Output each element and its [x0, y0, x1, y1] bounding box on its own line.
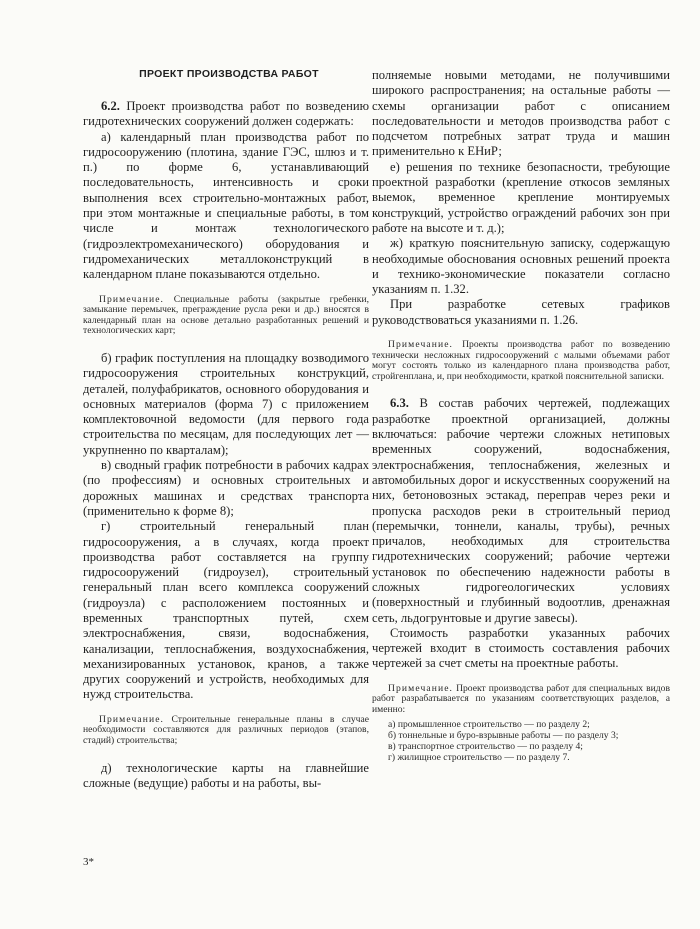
section-heading: ПРОЕКТ ПРОИЗВОДСТВА РАБОТ: [139, 68, 319, 80]
cost-paragraph: Стоимость разработки указанных рабочих чертежей входит в стоимость составления рабочих чертежей за счет сметы на проектные работы.: [372, 625, 670, 671]
clause-number-6-3: 6.3.: [390, 396, 409, 411]
paragraph-6-3: [372, 396, 670, 625]
item-d: д) технологические карты на главнейшие сложные (ведущие) работы и на работы, вы-: [83, 760, 369, 790]
note-3: [372, 340, 670, 382]
note-2-text: Строительные генеральные планы в случае необходимости составляются для различных периодов (этапов, стадий) строительства;: [83, 713, 369, 746]
note-4-item: г) жилищное строительство — по разделу 7.: [388, 751, 570, 763]
item-d-continuation: полняемые новыми методами, не получившими широкого распространения; на остальные работы — схемы организации работ с описанием последовательности и методов производства работ с подсчетом потребных затрат труда и машин применительно к ЕНиР;: [372, 68, 670, 159]
note-3-label: Примечание.: [388, 339, 454, 351]
left-column: [83, 68, 369, 791]
item-e: е) решения по технике безопасности, требующие проектной разработки (крепление откосов земляных выемок, временное крепление монтируемых конструкций, устройство ограждений рабочих зон при работе на высоте и т. д.);: [372, 159, 670, 235]
note-4-item: в) транспортное строительство — по разделу 4;: [388, 740, 583, 752]
note-1: [83, 295, 369, 337]
paragraph-6-2: [83, 99, 369, 130]
note-4-item: а) промышленное строительство — по разделу 2;: [388, 718, 590, 730]
paragraph-6-2-text: Проект производства работ по возведению гидротехнических сооружений должен содержать:: [83, 99, 369, 129]
note-1-label: Примечание.: [99, 293, 165, 305]
item-b: б) график поступления на площадку возводимого гидросооружения строительных конструкций, деталей, полуфабрикатов, основного оборудования и основных материалов (форма 7) с приложением комплектовочной ведомости (для первого года строительства по месяцам, для последующих лет — укрупненно по кварталам);: [83, 350, 369, 457]
note-3-text: Проекты производства работ по возведению технически несложных гидросооружений с малыми объемами работ могут состоять только из календарного плана производства работ, стройгенплана, и, при необходимости, краткой пояснительной записки.: [372, 339, 670, 382]
note-2-label: Примечание.: [99, 713, 165, 725]
note-4-label: Примечание.: [388, 682, 454, 694]
right-column: [372, 68, 670, 763]
item-zh: ж) краткую пояснительную записку, содержащую необходимые обоснования основных решений проекта и технико-экономические показатели согласно указаниям п. 1.32.: [372, 236, 670, 297]
item-g: г) строительный генеральный план гидросооружения, а в случаях, когда проект производства работ составляется на группу гидросооружений (гидроузел), строительный генеральный план всего комплекса сооружений (гидроузла) с расположением постоянных и временных транспортных путей, схем электроснабжения, связи, водоснабжения, канализации, теплоснабжения, воздухоснабжения, механизированных установок, кранов, а также других сооружений и устройств, необходимых для нужд строительства.: [83, 519, 369, 702]
paragraph-6-3-text: В состав рабочих чертежей, подлежащих разработке проектной организацией, должны включаться: рабочие чертежи сложных нетиповых временных сооружений, водоснабжения, электроснабжения, теплоснабжения, железных и автомобильных дорог и искусственных сооружений на них, бетоновозных эстакад, переправ через реки и пропуска расходов реки в строительный период (перемычки, тоннели, каналы, трубы), речных причалов, необходимых для строительства гидротехнических сооружений; рабочие чертежи установок по обеспечению надежности работы в сложных гидрогеологических условиях (поверхностный и глубинный водоотлив, дренажная сеть, льдогрунтовые и другие завесы).: [372, 396, 670, 625]
note-2: [83, 715, 369, 747]
item-a: а) календарный план производства работ по гидросооружению (плотина, здание ГЭС, шлюз и т. п.) по форме 6, устанавливающий последовательность, интенсивность и сроки выполнения всех строительно-монтажных работ, при этом монтажные и специальные работы, в том числе и монтаж технологического (гидроэлектромеханического) оборудования и гидромеханических металлоконструкций в календарном плане показываются отдельно.: [83, 129, 369, 282]
note-1-text: Специальные работы (закрытые гребенки, замыкание перемычек, преграждение русла реки и др.) вносятся в календарный план на основе детально разработанных решений и технологических карт;: [83, 293, 369, 337]
clause-number-6-2: 6.2.: [101, 99, 120, 113]
item-v: в) сводный график потребности в рабочих кадрах (по профессиям) и основных строительных и дорожных машинах и средствах транспорта (применительно к форме 8);: [83, 458, 369, 518]
page-number: 3*: [83, 856, 94, 868]
network-schedules: При разработке сетевых графиков руководствоваться указаниями п. 1.26.: [372, 297, 670, 327]
note-4-item: б) тоннельные и буро-взрывные работы — по разделу 3;: [388, 729, 619, 741]
note-4-text: Проект производства работ для специальных видов работ разрабатывается по указаниям соответствующих разделов, а именно:: [372, 682, 670, 715]
note-4: [372, 684, 670, 716]
